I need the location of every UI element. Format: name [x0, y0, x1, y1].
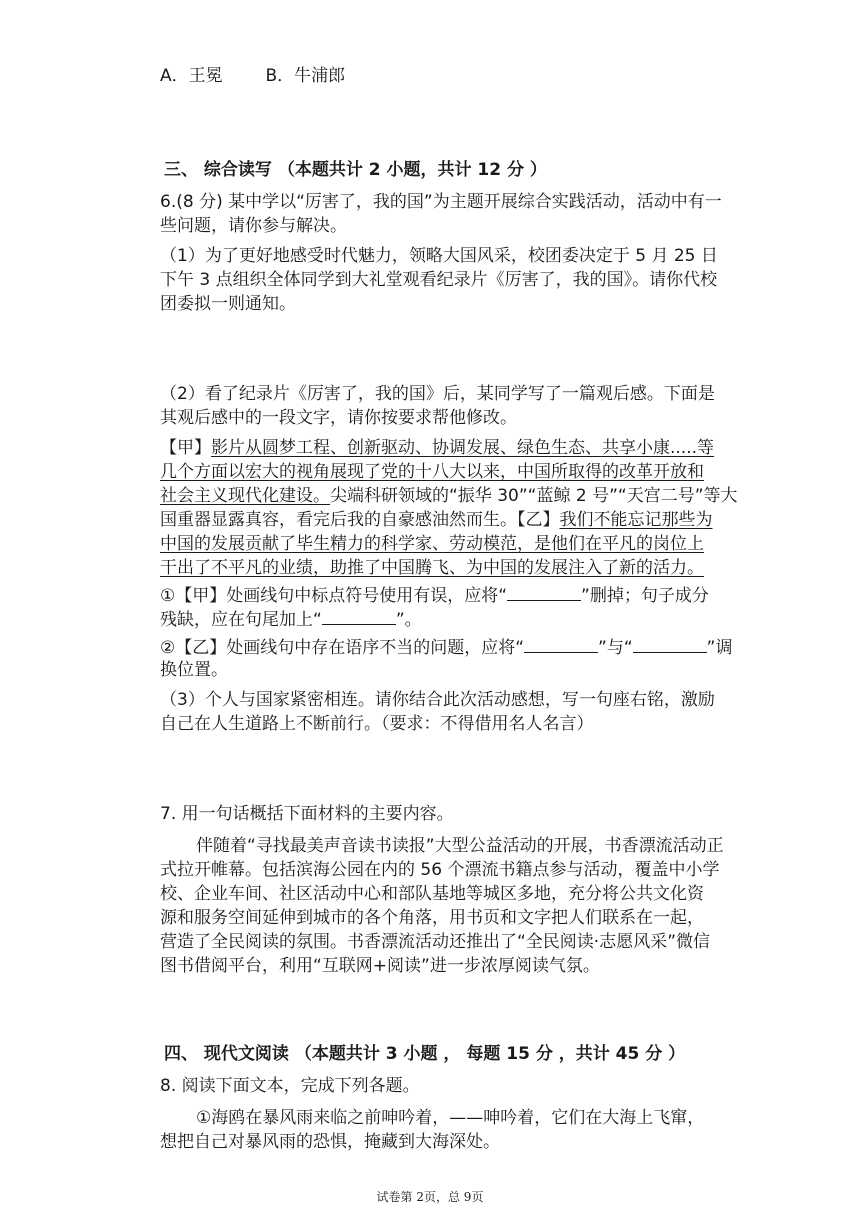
q6-part2-line2: 其观后感中的一段文字，请你按要求帮他修改。 — [160, 408, 517, 428]
passage-line4 — [160, 508, 713, 532]
q6-part3-line1: （3）个人与国家紧密相连。请你结合此次活动感想，写一句座右铭，激励 — [160, 690, 715, 710]
section-3-heading: 三、 综合读写 （本题共计 2 小题，共计 12 分 ） — [164, 160, 547, 180]
q6-part3-line2: 自己在人生道路上不断前行。（要求：不得借用名人名言） — [160, 714, 594, 734]
subq1-line1 — [160, 582, 709, 608]
passage-text-4a: 国重器显露真容，看完后我的自豪感油然而生。 — [160, 510, 517, 530]
q7-line6: 图书借阅平台，利用“互联网+阅读”进一步浓厚阅读气氛。 — [160, 956, 600, 976]
answer-blank[interactable] — [507, 582, 581, 601]
passage-line5 — [160, 532, 704, 556]
section-4-heading: 四、 现代文阅读 （本题共计 3 小题 ， 每题 15 分 ，共计 45 分 ） — [164, 1044, 686, 1064]
yi-underlined-3: 干出了不平凡的业绩，助推了中国腾飞、为中国的发展注入了新的活力。 — [160, 558, 704, 578]
yi-underlined-2: 中国的发展贡献了毕生精力的科学家、劳动模范，是他们在平凡的岗位上 — [160, 534, 704, 554]
q6-part1-line3: 团委拟一则通知。 — [160, 294, 296, 314]
subq1-text-a: ①【甲】处画线句中标点符号使用有误，应将“ — [160, 586, 508, 606]
q7-line4: 源和服务空间延伸到城市的各个角落，用书页和文字把人们联系在一起， — [160, 908, 704, 928]
subq2-text-b: ”与“ — [598, 638, 633, 658]
subq2-text-c: ”调 — [706, 638, 733, 658]
q7-line1: 伴随着“寻找最美声音读书读报”大型公益活动的开展，书香漂流活动正 — [196, 836, 724, 856]
subq2-line1 — [160, 634, 732, 660]
q7-line3: 校、企业车间、社区活动中心和部队基地等城区多地，充分将公共文化资 — [160, 884, 704, 904]
q5-options — [160, 64, 345, 88]
option-a: A．王冕 — [160, 66, 223, 86]
answer-blank[interactable] — [322, 606, 396, 625]
jia-underlined-2: 几个方面以宏大的视角展现了党的十八大以来，中国所取得的改革开放和 — [160, 462, 704, 482]
q7-stem: 7. 用一句话概括下面材料的主要内容。 — [160, 804, 454, 824]
q8-line1: ①海鸥在暴风雨来临之前呻吟着，——呻吟着，它们在大海上飞窜， — [196, 1108, 705, 1128]
subq1-text-d: ”。 — [395, 610, 422, 630]
subq2-text-a: ②【乙】处画线句中存在语序不当的问题，应将“ — [160, 638, 525, 658]
passage-text-3b: 尖端科研领域的“振华 30”“蓝鲸 2 号”“天宫二号”等大 — [330, 486, 738, 506]
q6-part1-line1: （1）为了更好地感受时代魅力，领略大国风采，校团委决定于 5 月 25 日 — [160, 246, 718, 266]
q6-stem-line2: 些问题，请你参与解决。 — [160, 216, 347, 236]
q8-line2: 想把自己对暴风雨的恐惧，掩藏到大海深处。 — [160, 1132, 500, 1152]
q7-line5: 营造了全民阅读的氛围。书香漂流活动还推出了“全民阅读·志愿风采”微信 — [160, 932, 711, 952]
jia-underlined-1: 影片从圆梦工程、创新驱动、协调发展、绿色生态、共享小康.....等 — [211, 438, 715, 458]
option-b: B．牛浦郎 — [265, 66, 346, 86]
passage-line1 — [160, 436, 714, 460]
subq1-line2 — [160, 606, 422, 632]
q8-stem: 8. 阅读下面文本，完成下列各题。 — [160, 1076, 420, 1096]
page-footer: 试卷第 2页，总 9页 — [376, 1190, 484, 1204]
subq2-line2: 换位置。 — [160, 660, 228, 680]
jia-underlined-3: 社会主义现代化建设。 — [160, 486, 330, 506]
jia-marker: 【甲】 — [160, 438, 211, 458]
subq1-text-c: 残缺，应在句尾加上“ — [160, 610, 322, 630]
passage-line2 — [160, 460, 704, 484]
passage-line6 — [160, 556, 704, 580]
answer-blank[interactable] — [524, 634, 598, 653]
answer-blank[interactable] — [633, 634, 707, 653]
q6-part1-line2: 下午 3 点组织全体同学到大礼堂观看纪录片《厉害了，我的国》。请你代校 — [160, 270, 718, 290]
q6-part2-line1: （2）看了纪录片《厉害了，我的国》后，某同学写了一篇观后感。下面是 — [160, 384, 715, 404]
yi-underlined-1: 我们不能忘记那些为 — [559, 510, 713, 530]
q7-line2: 式拉开帷幕。包括滨海公园在内的 56 个漂流书籍点参与活动，覆盖中小学 — [160, 860, 720, 880]
subq1-text-b: ”删掉；句子成分 — [581, 586, 709, 606]
yi-marker: 【乙】 — [517, 510, 560, 530]
passage-line3 — [160, 484, 738, 508]
q6-stem-line1: 6.(8 分) 某中学以“厉害了，我的国”为主题开展综合实践活动，活动中有一 — [160, 192, 722, 212]
